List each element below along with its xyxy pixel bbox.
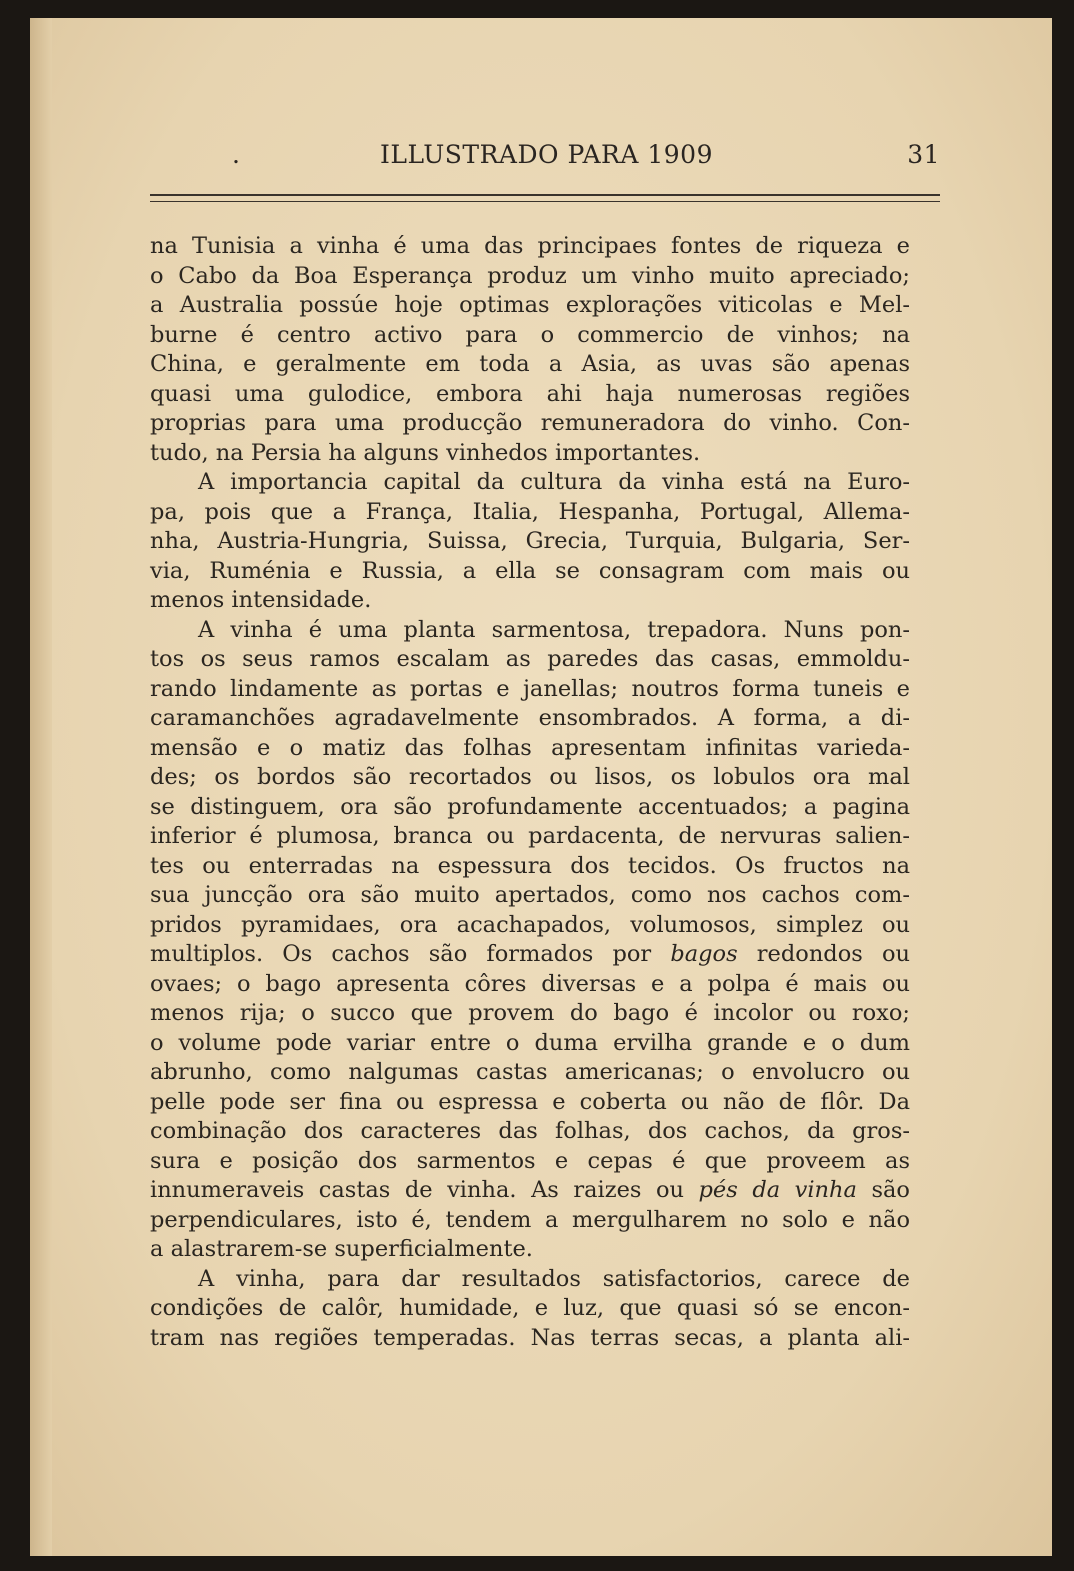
text-line <box>150 1206 910 1236</box>
text-span: mensão e o matiz das folhas apresentam infinitas varieda- <box>150 734 910 761</box>
text-line <box>150 1235 910 1265</box>
text-span: menos intensidade. <box>150 587 372 613</box>
text-span: A vinha é uma planta sarmentosa, trepadora. Nuns pon- <box>198 616 910 643</box>
text-span: nha, Austria-Hungria, Suissa, Grecia, Turquia, Bulgaria, Ser- <box>150 528 910 554</box>
text-span: na Tunisia a vinha é uma das principaes fontes de riqueza e <box>150 233 910 259</box>
text-line <box>150 232 910 262</box>
text-line <box>150 439 910 469</box>
text-span: condições de calôr, humidade, e luz, que quasi só se encon- <box>150 1295 910 1321</box>
text-line <box>150 262 910 292</box>
text-line <box>150 586 910 616</box>
text-span: menos rija; o succo que provem do bago é incolor ou roxo; <box>150 1000 910 1026</box>
text-span: pelle pode ser fina ou espressa e coberta ou não de flôr. Da <box>150 1088 910 1115</box>
text-line <box>150 380 910 410</box>
text-span: tudo, na Persia ha alguns vinhedos importantes. <box>150 439 701 466</box>
text-line <box>150 881 910 911</box>
italic-term: bagos <box>670 941 738 967</box>
text-line <box>150 557 910 587</box>
header-dot: . <box>232 140 241 169</box>
text-line <box>150 793 910 823</box>
text-span: sua juncção ora são muito apertados, como nos cachos com- <box>150 882 910 908</box>
text-span: des; os bordos são recortados ou lisos, os lobulos ora mal <box>150 764 910 790</box>
text-span: tes ou enterradas na espessura dos tecidos. Os fructos na <box>150 852 910 879</box>
text-span: são <box>856 1177 910 1203</box>
text-line <box>150 970 910 1000</box>
running-header <box>150 140 940 180</box>
text-span: se distinguem, ora são profundamente accentuados; a pagina <box>150 793 910 820</box>
text-span: A importancia capital da cultura da vinha está na Euro- <box>198 469 910 495</box>
text-span: o Cabo da Boa Esperança produz um vinho muito apreciado; <box>150 262 910 289</box>
text-line <box>150 350 910 380</box>
text-line <box>150 1176 910 1206</box>
text-line <box>150 468 910 498</box>
header-title: ILLUSTRADO PARA 1909 <box>380 140 713 169</box>
text-span: multiplos. Os cachos são formados por <box>150 941 671 967</box>
text-line <box>150 1088 910 1118</box>
text-line <box>150 1117 910 1147</box>
text-line <box>150 498 910 528</box>
text-span: quasi uma gulodice, embora ahi haja numerosas regiões <box>150 380 910 407</box>
text-line <box>150 763 910 793</box>
text-span: ovaes; o bago apresenta côres diversas e a polpa é mais ou <box>150 970 910 997</box>
italic-term: pés da vinha <box>698 1177 857 1203</box>
text-span: proprias para uma producção remuneradora do vinho. Con- <box>150 410 910 436</box>
text-line <box>150 852 910 882</box>
text-span: tram nas regiões temperadas. Nas terras secas, a planta ali- <box>150 1324 910 1351</box>
text-span: pridos pyramidaes, ora acachapados, volumosos, simplez ou <box>150 911 910 938</box>
text-span: via, Ruménia e Russia, a ella se consagram com mais ou <box>150 557 910 584</box>
text-span: caramanchões agradavelmente ensombrados. A forma, a di- <box>150 705 910 731</box>
text-line <box>150 616 910 646</box>
text-line <box>150 1265 910 1295</box>
text-line <box>150 409 910 439</box>
text-line <box>150 1029 910 1059</box>
text-span: combinação dos caracteres das folhas, dos cachos, da gros- <box>150 1118 910 1144</box>
header-rule <box>150 194 940 202</box>
text-span: A vinha, para dar resultados satisfactorios, carece de <box>198 1265 910 1292</box>
text-line <box>150 675 910 705</box>
text-line <box>150 822 910 852</box>
page-number: 31 <box>907 140 940 169</box>
text-span: inferior é plumosa, branca ou pardacenta, de nervuras salien- <box>150 823 910 849</box>
text-line <box>150 291 910 321</box>
text-line <box>150 1147 910 1177</box>
text-span: a alastrarem-se superficialmente. <box>150 1236 533 1262</box>
text-line <box>150 999 910 1029</box>
body-text <box>150 232 910 1353</box>
text-line <box>150 1324 910 1354</box>
text-span: China, e geralmente em toda a Asia, as uvas são apenas <box>150 351 910 377</box>
text-line <box>150 321 910 351</box>
text-span: a Australia possúe hoje optimas explorações viticolas e Mel- <box>150 292 910 318</box>
text-span: rando lindamente as portas e janellas; noutros forma tuneis e <box>150 675 910 702</box>
text-line <box>150 1058 910 1088</box>
text-span: o volume pode variar entre o duma ervilha grande e o dum <box>150 1029 910 1056</box>
page-gutter <box>30 18 52 1556</box>
book-page <box>30 18 1052 1556</box>
text-line <box>150 527 910 557</box>
text-line <box>150 1294 910 1324</box>
text-line <box>150 645 910 675</box>
text-line <box>150 704 910 734</box>
text-line <box>150 940 910 970</box>
text-span: tos os seus ramos escalam as paredes das casas, emmoldu- <box>150 646 910 672</box>
text-line <box>150 734 910 764</box>
text-span: burne é centro activo para o commercio de vinhos; na <box>150 321 910 348</box>
text-span: redondos ou <box>737 941 910 967</box>
text-span: pa, pois que a França, Italia, Hespanha, Portugal, Allema- <box>150 498 910 525</box>
text-span: sura e posição dos sarmentos e cepas é que proveem as <box>150 1147 910 1174</box>
text-line <box>150 911 910 941</box>
text-span: perpendiculares, isto é, tendem a mergulharem no solo e não <box>150 1206 910 1233</box>
text-span: innumeraveis castas de vinha. As raizes ou <box>150 1177 699 1203</box>
text-span: abrunho, como nalgumas castas americanas; o envolucro ou <box>150 1059 910 1085</box>
